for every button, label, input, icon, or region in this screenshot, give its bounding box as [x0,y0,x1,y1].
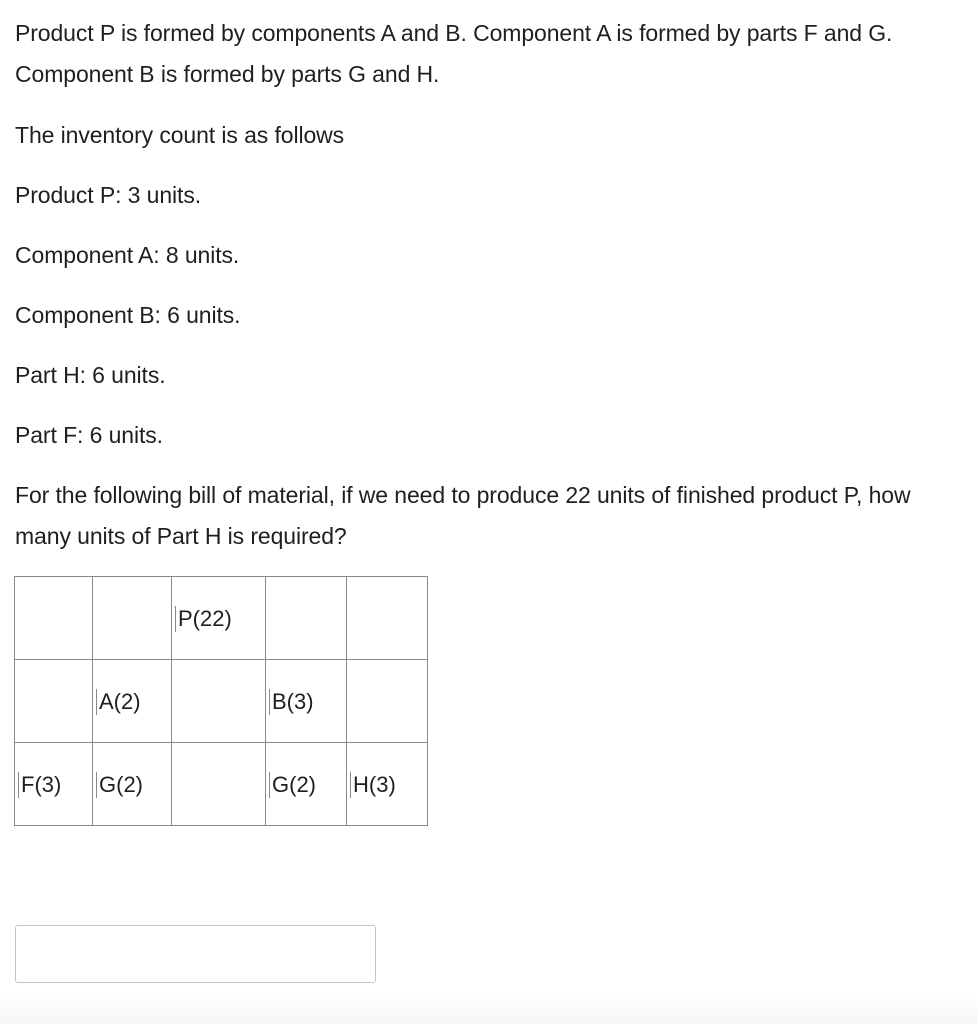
bom-node-g-under-b: G(2) [269,772,316,798]
inventory-item: Component A: 8 units. [15,242,240,268]
bom-node-p: P(22) [175,606,232,632]
inventory-item: Product P: 3 units. [15,182,202,208]
answer-input[interactable] [15,925,376,983]
bill-of-material-table [14,576,428,826]
table-cell [347,577,428,660]
inventory-item: Part H: 6 units. [15,362,166,388]
table-cell [347,743,428,826]
table-row [15,743,428,826]
table-cell [266,577,347,660]
bom-node-a: A(2) [96,689,141,715]
bom-node-f: F(3) [18,772,61,798]
question-intro: Product P is formed by components A and B. Component A is formed by parts F and G. Component B is formed by parts G and H. [15,20,893,87]
table-row [15,577,428,660]
inventory-item: Part F: 6 units. [15,422,163,448]
table-cell [15,743,93,826]
table-cell [15,577,93,660]
bom-node-h: H(3) [350,772,396,798]
table-cell [172,743,266,826]
table-cell [15,660,93,743]
table-cell [266,743,347,826]
bom-node-b: B(3) [269,689,314,715]
table-cell [347,660,428,743]
table-cell [266,660,347,743]
page-footer-shade [0,995,977,1024]
table-cell [93,660,172,743]
inventory-item: Component B: 6 units. [15,302,241,328]
table-cell [93,743,172,826]
table-cell [172,660,266,743]
bom-node-g-under-a: G(2) [96,772,143,798]
table-row [15,660,428,743]
inventory-heading: The inventory count is as follows [15,122,345,148]
question-prompt: For the following bill of material, if we need to produce 22 units of finished product P, how many units of Part H is required? [15,482,911,549]
table-cell [172,577,266,660]
table-cell [93,577,172,660]
